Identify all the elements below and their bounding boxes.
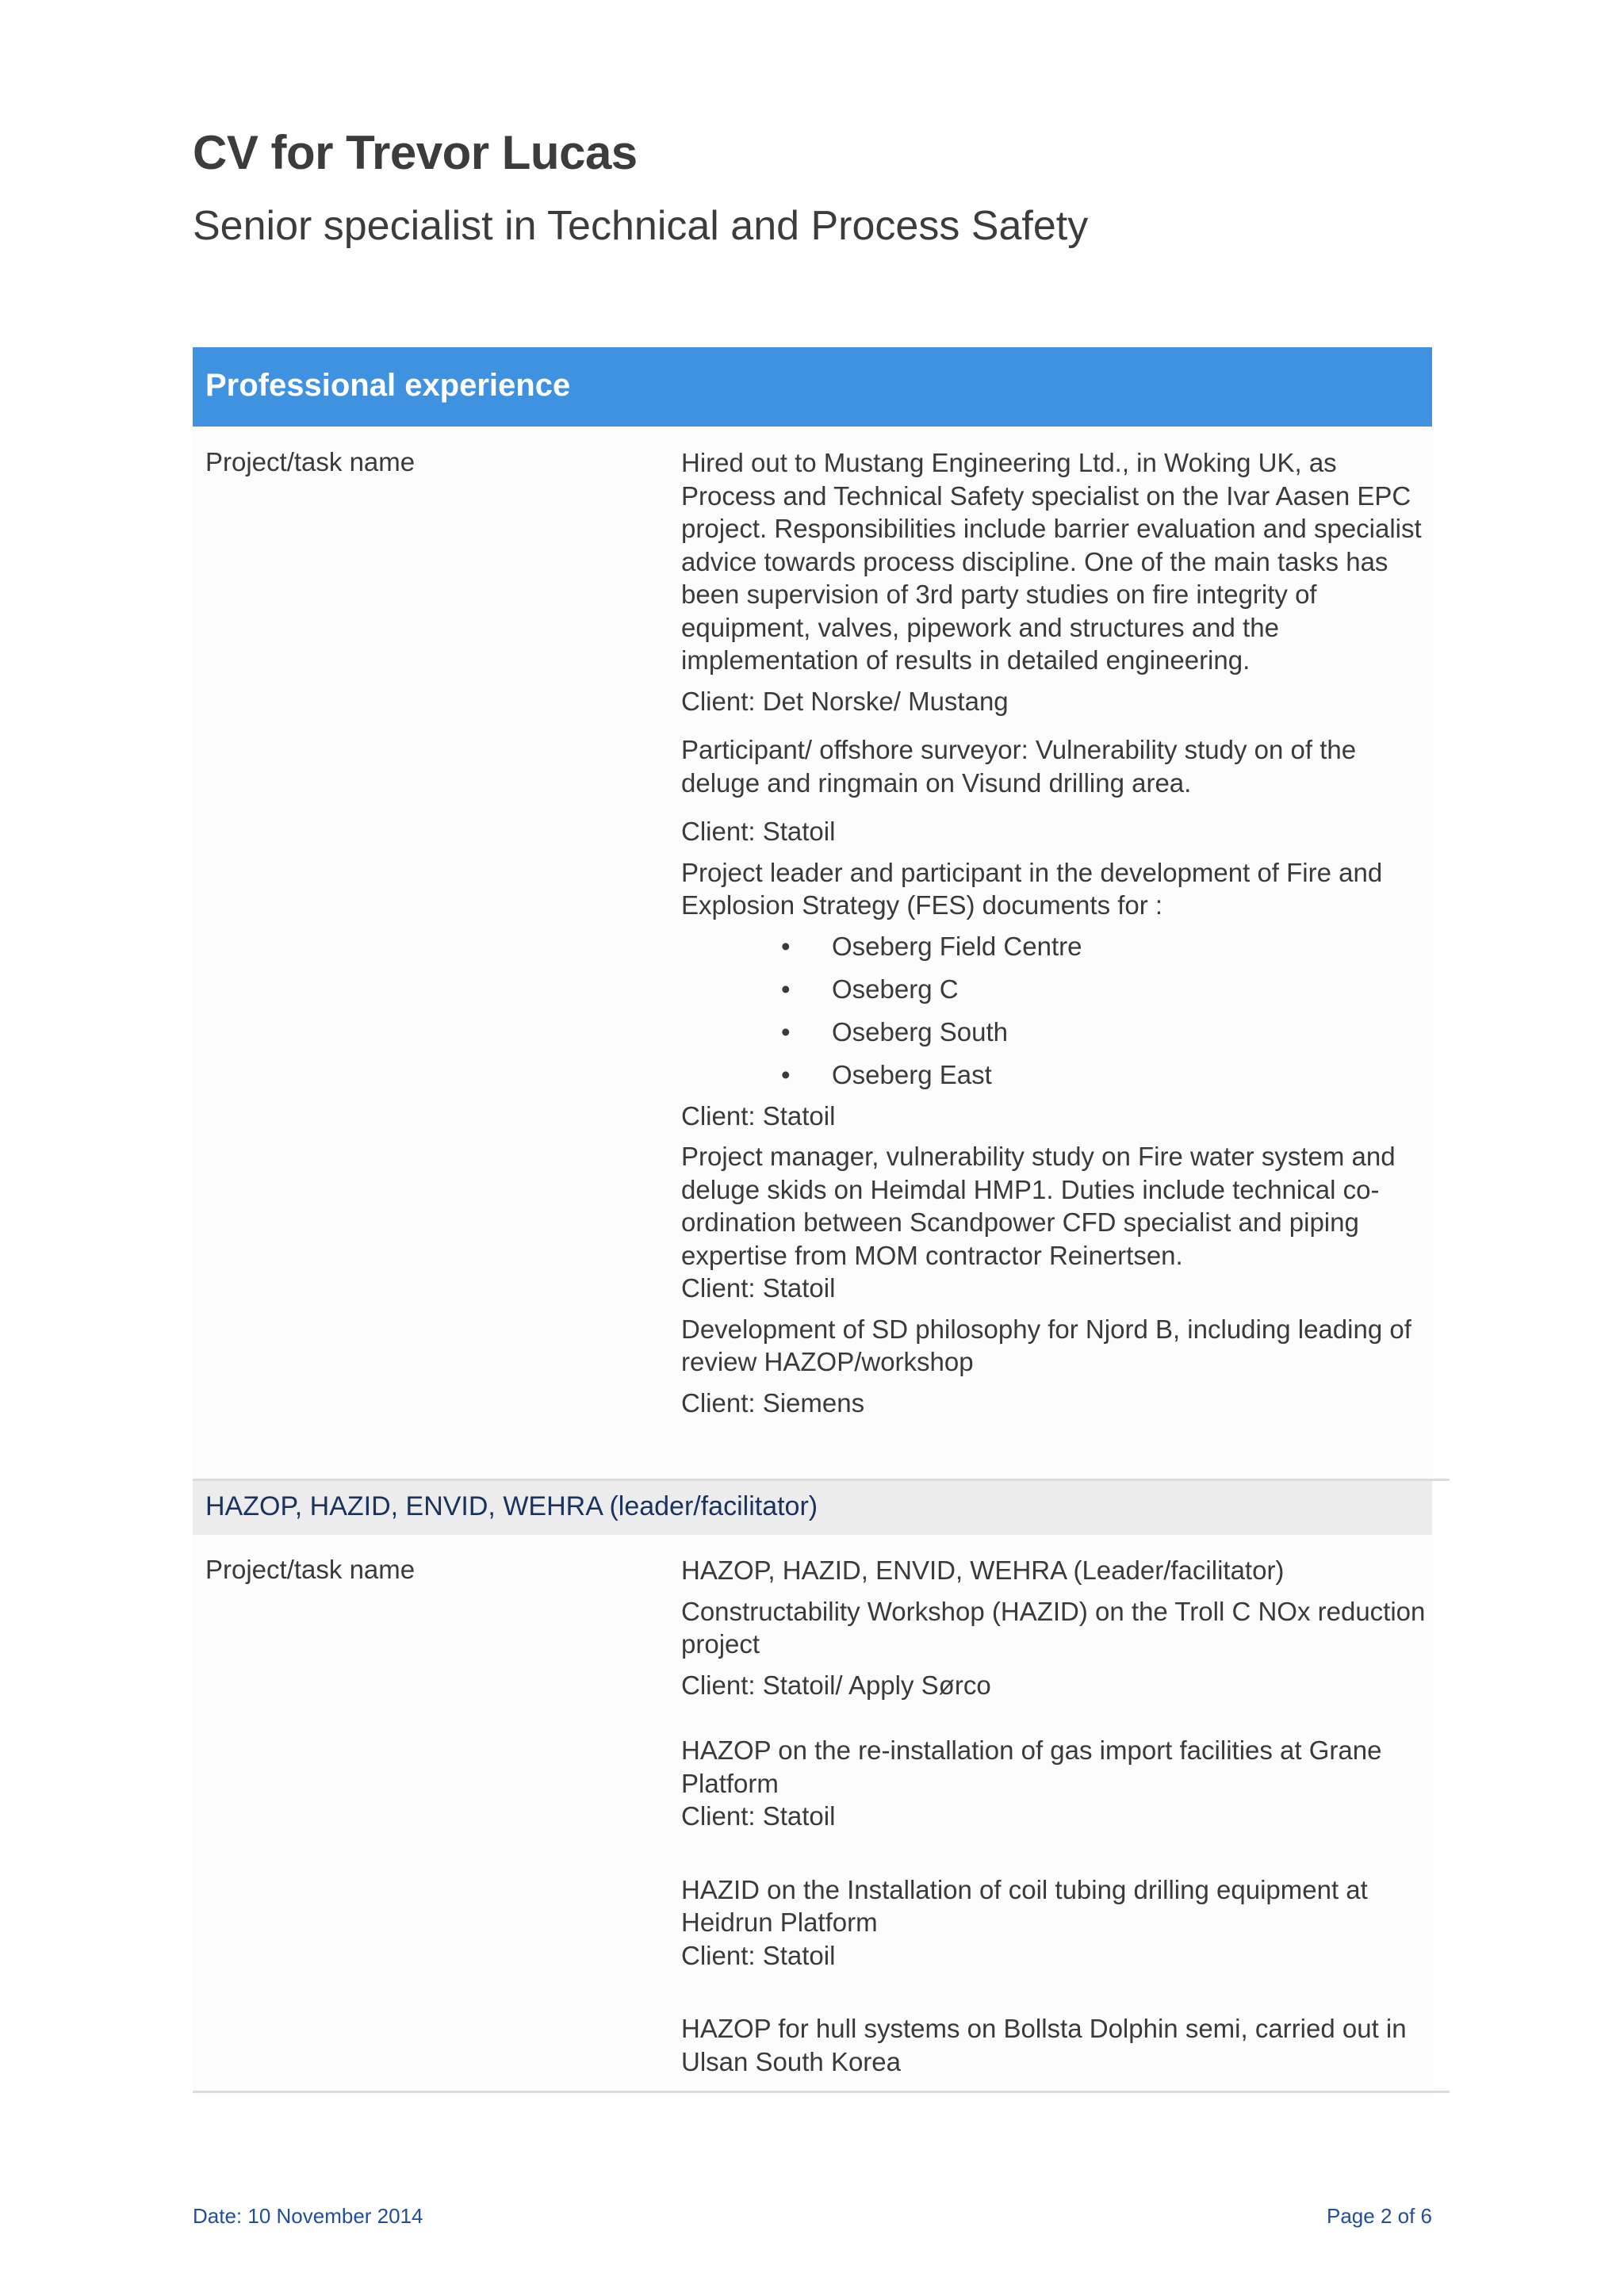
section-heading: HAZOP, HAZID, ENVID, WEHRA (leader/facilitator) xyxy=(205,1491,818,1521)
entry-text: Project manager, vulnerability study on Fire water system and deluge skids on Heimdal HMP1. Duties include technical co-ordination between Scandpower CFD specialist and piping expertise from MOM contractor Reinertsen. xyxy=(681,1142,1396,1270)
entry-client: Client: Statoil xyxy=(681,1100,836,1131)
entry-client: Client: Siemens xyxy=(681,1387,865,1418)
bullet-item: • Oseberg East xyxy=(681,1058,1434,1092)
hazop-entries xyxy=(681,1554,1434,2078)
experience-entries xyxy=(681,446,1434,1419)
footer-page-number: Page 2 of 6 xyxy=(1327,2204,1432,2228)
section-divider xyxy=(193,2091,1450,2093)
cv-title: CV for Trevor Lucas xyxy=(193,126,638,179)
entry-text: Hired out to Mustang Engineering Ltd., in Woking UK, as Process and Technical Safety specialist on the Ivar Aasen EPC project. Responsibilities include barrier evaluation and specialist advice towards process discipline. One of the main tasks has been supervision of 3rd party studies on fire integrity of equipment, valves, pipework and structures and the implementation of results in detailed engineering. xyxy=(681,448,1422,675)
entry-text: HAZID on the Installation of coil tubing drilling equipment at Heidrun Platform xyxy=(681,1874,1368,1937)
entry-text: Project leader and participant in the development of Fire and Explosion Strategy (FES) documents for : xyxy=(681,857,1383,920)
entry-text: Participant/ offshore surveyor: Vulnerability study on of the deluge and ringmain on Visund drilling area. xyxy=(681,735,1357,798)
entry-client: Client: Statoil xyxy=(681,1801,836,1831)
hazop-section-header xyxy=(193,1481,1432,1535)
bullet-item: • Oseberg C xyxy=(681,973,1434,1006)
entry-text: HAZOP for hull systems on Bollsta Dolphin semi, carried out in Ulsan South Korea xyxy=(681,2014,1407,2076)
entry-client: Client: Statoil xyxy=(681,1940,836,1970)
entry-text: HAZOP, HAZID, ENVID, WEHRA (Leader/facilitator) xyxy=(681,1556,1285,1585)
bullet-item: • Oseberg South xyxy=(681,1016,1434,1049)
entry-client: Client: Statoil xyxy=(681,1273,836,1303)
footer-date: Date: 10 November 2014 xyxy=(193,2204,423,2228)
entry-client: Client: Statoil/ Apply Sørco xyxy=(681,1670,991,1700)
cv-subtitle: Senior specialist in Technical and Process Safety xyxy=(193,203,1089,249)
fes-bullet-list xyxy=(681,930,1434,1092)
entry-text: HAZOP on the re-installation of gas import facilities at Grane Platform xyxy=(681,1735,1382,1798)
entry-client: Client: Det Norske/ Mustang xyxy=(681,686,1009,716)
professional-experience-header xyxy=(193,347,1432,427)
entry-client: Client: Statoil xyxy=(681,817,836,846)
project-task-label: Project/task name xyxy=(205,1555,416,1584)
section-heading: Professional experience xyxy=(205,368,571,403)
entry-text: Development of SD philosophy for Njord B, including leading of review HAZOP/workshop xyxy=(681,1314,1411,1376)
project-task-label: Project/task name xyxy=(205,447,416,476)
entry-text: Constructability Workshop (HAZID) on the Troll C NOx reduction project xyxy=(681,1596,1426,1659)
bullet-item: • Oseberg Field Centre xyxy=(681,930,1434,963)
